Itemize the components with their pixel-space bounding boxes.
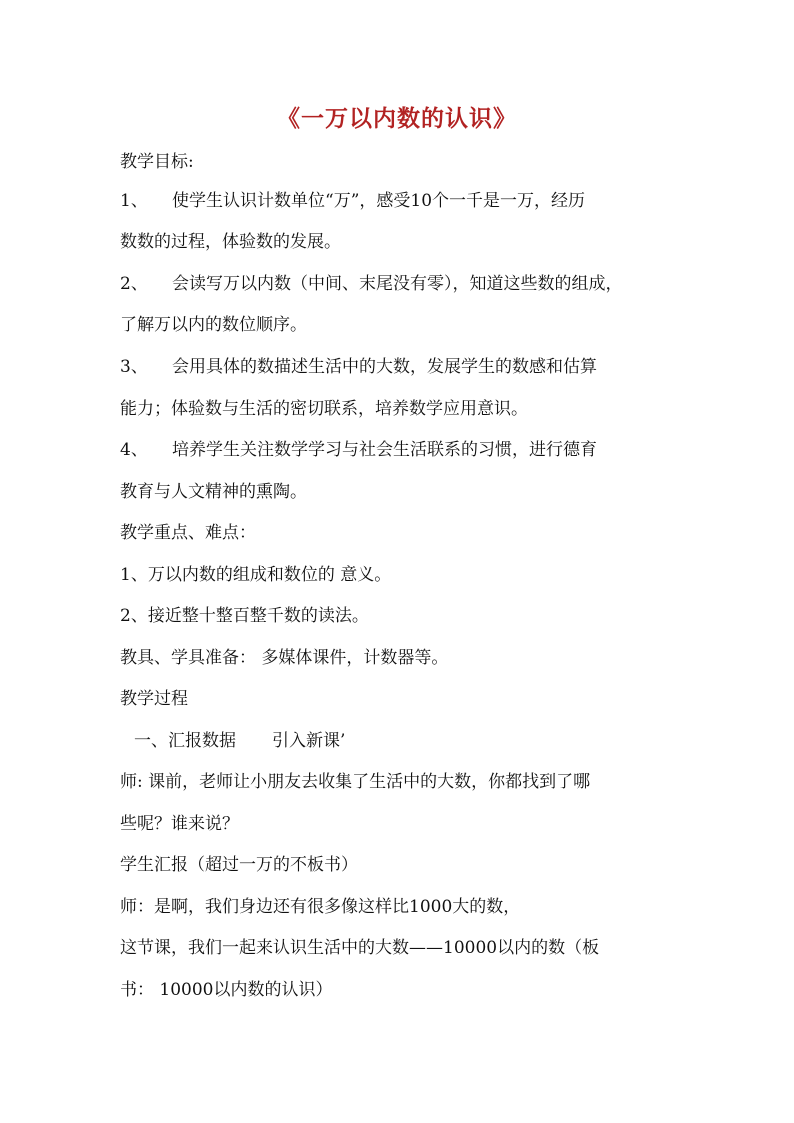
dialogue-line-3: 学生汇报（超过一万的不板书） [120, 855, 358, 875]
dialogue-line-1: 师: 课前，老师让小朋友去收集了生活中的大数，你都找到了哪 [120, 772, 591, 792]
objective-4-line-1 [120, 438, 680, 462]
process-heading: 教学过程 [120, 689, 188, 709]
objective-4-text: 培养学生关注数学学习与社会生活联系的习惯，进行德育 [172, 440, 597, 460]
objective-3-line-2: 能力；体验数与生活的密切联系，培养数学应用意识。 [120, 399, 528, 419]
objective-2-text: 会读写万以内数（中间、末尾没有零），知道这些数的组成， [172, 274, 623, 294]
section-one-part-a: 一、汇报数据 [134, 731, 236, 751]
objective-2-number: 2、 [120, 274, 148, 294]
objective-4-line-2: 教育与人文精神的熏陶。 [120, 482, 307, 502]
key-point-1: 1、万以内数的组成和数位的 意义。 [120, 565, 392, 585]
objective-3-number: 3、 [120, 357, 148, 377]
section-one-heading [120, 729, 694, 753]
key-point-2: 2、接近整十整百整千数的读法。 [120, 606, 369, 626]
objective-3-text: 会用具体的数描述生活中的大数，发展学生的数感和估算 [172, 357, 597, 377]
objective-2-line-2: 了解万以内的数位顺序。 [120, 315, 307, 335]
dialogue-line-4: 师：是啊，我们身边还有很多像这样比1000大的数， [120, 897, 521, 917]
objective-1-text: 使学生认识计数单位“万”，感受10个一千是一万，经历 [172, 191, 586, 211]
objectives-heading: 教学目标: [120, 152, 194, 172]
document-title: 《一万以内数的认识》 [277, 105, 517, 132]
objective-3-line-1 [120, 355, 680, 379]
objective-1-line-2: 数数的过程，体验数的发展。 [120, 232, 341, 252]
objective-1-number: 1、 [120, 191, 148, 211]
section-one-part-b: 引入新课’ [272, 731, 346, 751]
key-points-heading: 教学重点、难点： [120, 523, 256, 543]
objective-2-line-1 [120, 272, 680, 296]
objective-4-number: 4、 [120, 440, 148, 460]
dialogue-line-5: 这节课，我们一起来认识生活中的大数——10000以内的数（板 [120, 938, 600, 958]
dialogue-line-6: 书： 10000以内数的认识） [120, 980, 333, 1000]
dialogue-line-2: 些呢？谁来说？ [120, 814, 239, 834]
materials-line: 教具、学具准备： 多媒体课件，计数器等。 [120, 648, 449, 668]
objective-1-line-1 [120, 189, 680, 213]
